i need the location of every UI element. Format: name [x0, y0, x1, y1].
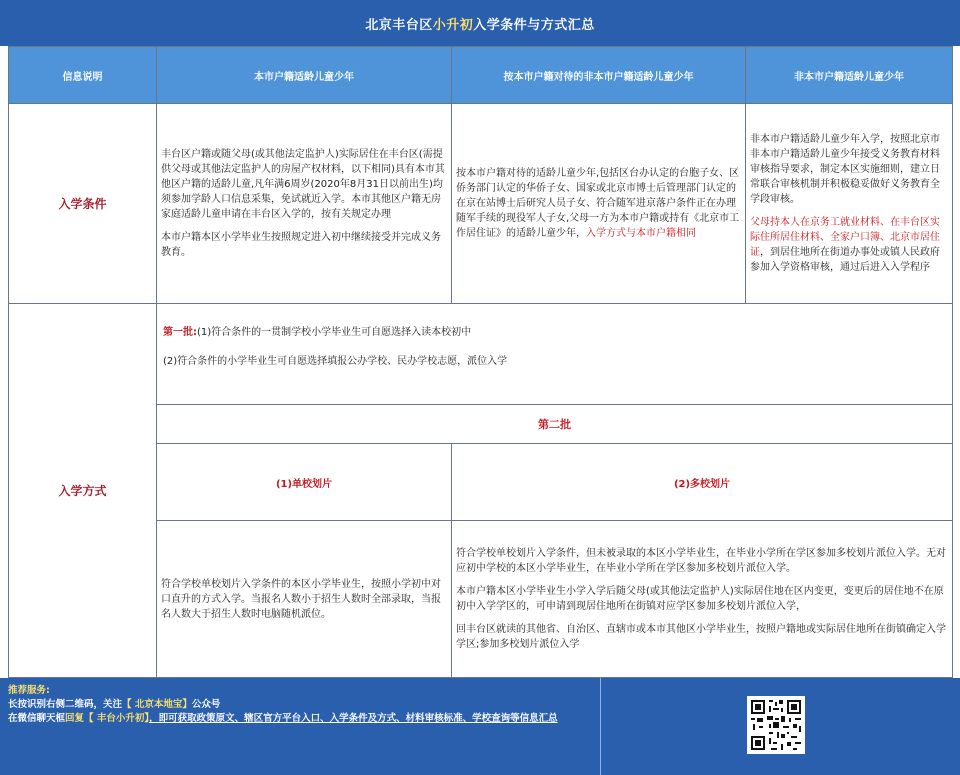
- multi-school-cell: [452, 521, 953, 678]
- multi-school-text-1: 符合学校单校划片入学条件，但未被录取的本区小学毕业生，在毕业小学所在学区参加多校划片派位入学。无对应初中学校的本区小学毕业生，在毕业小学所在学区参加多校划片派位入学。: [456, 548, 946, 574]
- conditions-row: [9, 104, 953, 304]
- summary-table: [8, 46, 953, 678]
- footer-line-2: [8, 712, 598, 726]
- footer: [0, 678, 960, 775]
- methods-label: 入学方式: [9, 304, 157, 678]
- single-school-label: (1)单校划片: [157, 444, 452, 521]
- batch1-cell: [157, 304, 953, 405]
- conditions-nonlocal-text-2: [750, 215, 948, 275]
- header-info: 信息说明: [9, 47, 157, 104]
- title-suffix: 入学条件与方式汇总: [473, 17, 595, 33]
- footer-text: [8, 684, 598, 726]
- conditions-nonlocal-highlight: 父母持本人在京务工就业材料、在丰台区实际住所居住材料、全家户口簿、北京市居住证: [750, 217, 940, 258]
- conditions-treated-cell: [452, 104, 746, 304]
- footer-divider: [600, 678, 601, 775]
- footer-heading: 推荐服务:: [8, 685, 50, 696]
- header-row: [9, 47, 953, 104]
- footer-line-1-text: 长按识别右侧二维码，关注: [8, 699, 123, 710]
- footer-line-2-text: 在微信聊天框: [8, 713, 66, 724]
- batch1-item-2: (2)符合条件的小学毕业生可自愿选择填报公办学校、民办学校志愿，派位入学: [163, 356, 508, 367]
- footer-line-1: [8, 698, 598, 712]
- footer-account-link[interactable]: 【 北京本地宝】: [122, 699, 192, 710]
- batch1-line-1: [163, 325, 946, 340]
- header-treated-as-local: 按本市户籍对待的非本市户籍适龄儿童少年: [452, 47, 746, 104]
- title-prefix: 北京丰台区: [365, 17, 433, 33]
- batch1-row: [9, 304, 953, 405]
- multi-school-text-2: 本市户籍本区小学毕业生小学入学后随父母(或其他法定监护人)实际居住地在区内变更，变更后的居住地不在原初中入学学区的，可申请到现居住地所在街镇对应学区参加多校划片派位入学，: [456, 586, 944, 612]
- footer-line-1-suffix: 公众号: [191, 699, 221, 710]
- batch1-item-1: (1)符合条件的一贯制学校小学毕业生可自愿选择入读本校初中: [197, 327, 472, 338]
- header-non-local: 非本市户籍适龄儿童少年: [746, 47, 953, 104]
- title-highlight: 小升初: [432, 17, 474, 33]
- qr-code-icon[interactable]: [747, 696, 805, 754]
- conditions-treated-text: 按本市户籍对待的适龄儿童少年,包括区台办认定的台胞子女、区侨务部门认定的华侨子女、国家或北京市博士后管理部门认定的在京在站博士后研究人员子女、符合随军进京落户条件正在办理随军手续的现役军人子女,父母一方为本市户籍或持有《北京市工作居住证》的适龄儿童少年，: [456, 168, 740, 239]
- single-school-cell: [157, 521, 452, 678]
- footer-line-2-desc: ，即可获取政策原文、辖区官方平台入口、入学条件及方式、材料审核标准、学校查询等信息汇总: [149, 713, 558, 724]
- multi-school-label: (2)多校划片: [452, 444, 953, 521]
- batch1-label: 第一批:: [163, 327, 197, 338]
- footer-reply-keyword: 回复【 丰台小升初】: [65, 713, 150, 724]
- conditions-treated-highlight: 入学方式与本市户籍相同: [586, 228, 696, 239]
- single-school-text: 符合学校单校划片入学条件的本区小学毕业生，按照小学初中对口直升的方式入学。当报名人数小于招生人数时全部录取，当报名人数大于招生人数时电脑随机派位。: [161, 578, 441, 620]
- conditions-nonlocal-cell: [746, 104, 953, 304]
- conditions-nonlocal-rest: ，到居住地所在街道办事处或镇人民政府参加入学资格审核，通过后进入入学程序: [750, 247, 940, 273]
- conditions-local-text-2: 本市户籍本区小学毕业生按照规定进入初中继续接受并完成义务教育。: [161, 232, 441, 258]
- conditions-nonlocal-text-1: 非本市户籍适龄儿童少年入学，按照北京市非本市户籍适龄儿童少年接受义务教育材料审核指导要求，制定本区实施细则，建立日常联合审核机制并积极稳妥做好义务教育全学段审核。: [750, 134, 940, 205]
- conditions-local-text-1: 丰台区户籍或随父母(或其他法定监护人)实际居住在丰台区(需提供父母或其他法定监护人的房屋产权材料，以下相同)具有本市其他区户籍的适龄儿童,凡年满6周岁(2020年8月31日以前出生)均须参加学龄人口信息采集，免试就近入学。本市其他区户籍无房家庭适龄儿童申请在丰台区入学的，按有关规定办理: [161, 149, 445, 220]
- header-local: 本市户籍适龄儿童少年: [157, 47, 452, 104]
- conditions-local-cell: [157, 104, 452, 304]
- page-title: [0, 0, 960, 46]
- conditions-label: 入学条件: [9, 104, 157, 304]
- qr-code-graphic: [749, 698, 803, 752]
- batch2-label: 第二批: [157, 405, 953, 444]
- multi-school-text-3: 回丰台区就读的其他省、自治区、直辖市或本市其他区小学毕业生，按照户籍地或实际居住地所在街镇确定入学学区;参加多校划片派位入学: [456, 624, 946, 650]
